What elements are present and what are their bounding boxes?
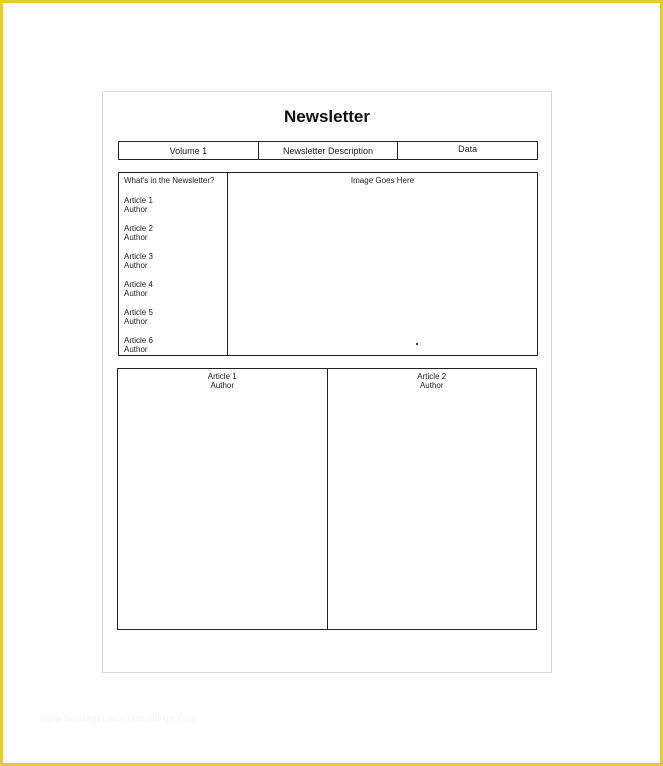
article-column-1 (118, 369, 327, 629)
info-bar (118, 141, 538, 160)
article-author: Author (124, 205, 148, 214)
table-of-contents (119, 173, 228, 355)
article-author: Author (419, 381, 444, 390)
articles-section (117, 368, 537, 630)
article-column-2 (327, 369, 537, 629)
article-title: Article 3 (124, 252, 153, 261)
dot-mark (416, 343, 418, 345)
article-title: Article 1 (124, 196, 153, 205)
contents-section (118, 172, 538, 356)
date-cell: Data (397, 142, 537, 159)
image-placeholder-area (228, 173, 537, 355)
contents-heading: What's in the Newsletter? (124, 176, 215, 185)
volume-cell: Volume 1 (169, 145, 208, 156)
article-author: Author (210, 381, 235, 390)
newsletter-page (102, 91, 552, 673)
list-item (124, 252, 227, 270)
image-placeholder-label: Image Goes Here (350, 176, 415, 185)
article-title: Article 5 (124, 308, 153, 317)
list-item (124, 224, 227, 242)
article-author: Author (124, 261, 148, 270)
list-item (124, 280, 227, 298)
article-title: Article 1 (207, 372, 237, 381)
article-title: Article 6 (124, 336, 153, 345)
article-author: Author (124, 233, 148, 242)
list-item (124, 196, 227, 214)
article-title: Article 4 (124, 280, 153, 289)
article-title: Article 2 (124, 224, 153, 233)
newsletter-title: Newsletter (284, 107, 370, 126)
list-item (124, 308, 227, 326)
list-item (124, 336, 227, 354)
watermark: www.heritagechristiancollege.com (40, 714, 198, 725)
article-author: Author (124, 289, 148, 298)
article-author: Author (124, 317, 148, 326)
description-cell: Newsletter Description (258, 142, 398, 159)
article-author: Author (124, 345, 148, 354)
article-title: Article 2 (417, 372, 447, 381)
